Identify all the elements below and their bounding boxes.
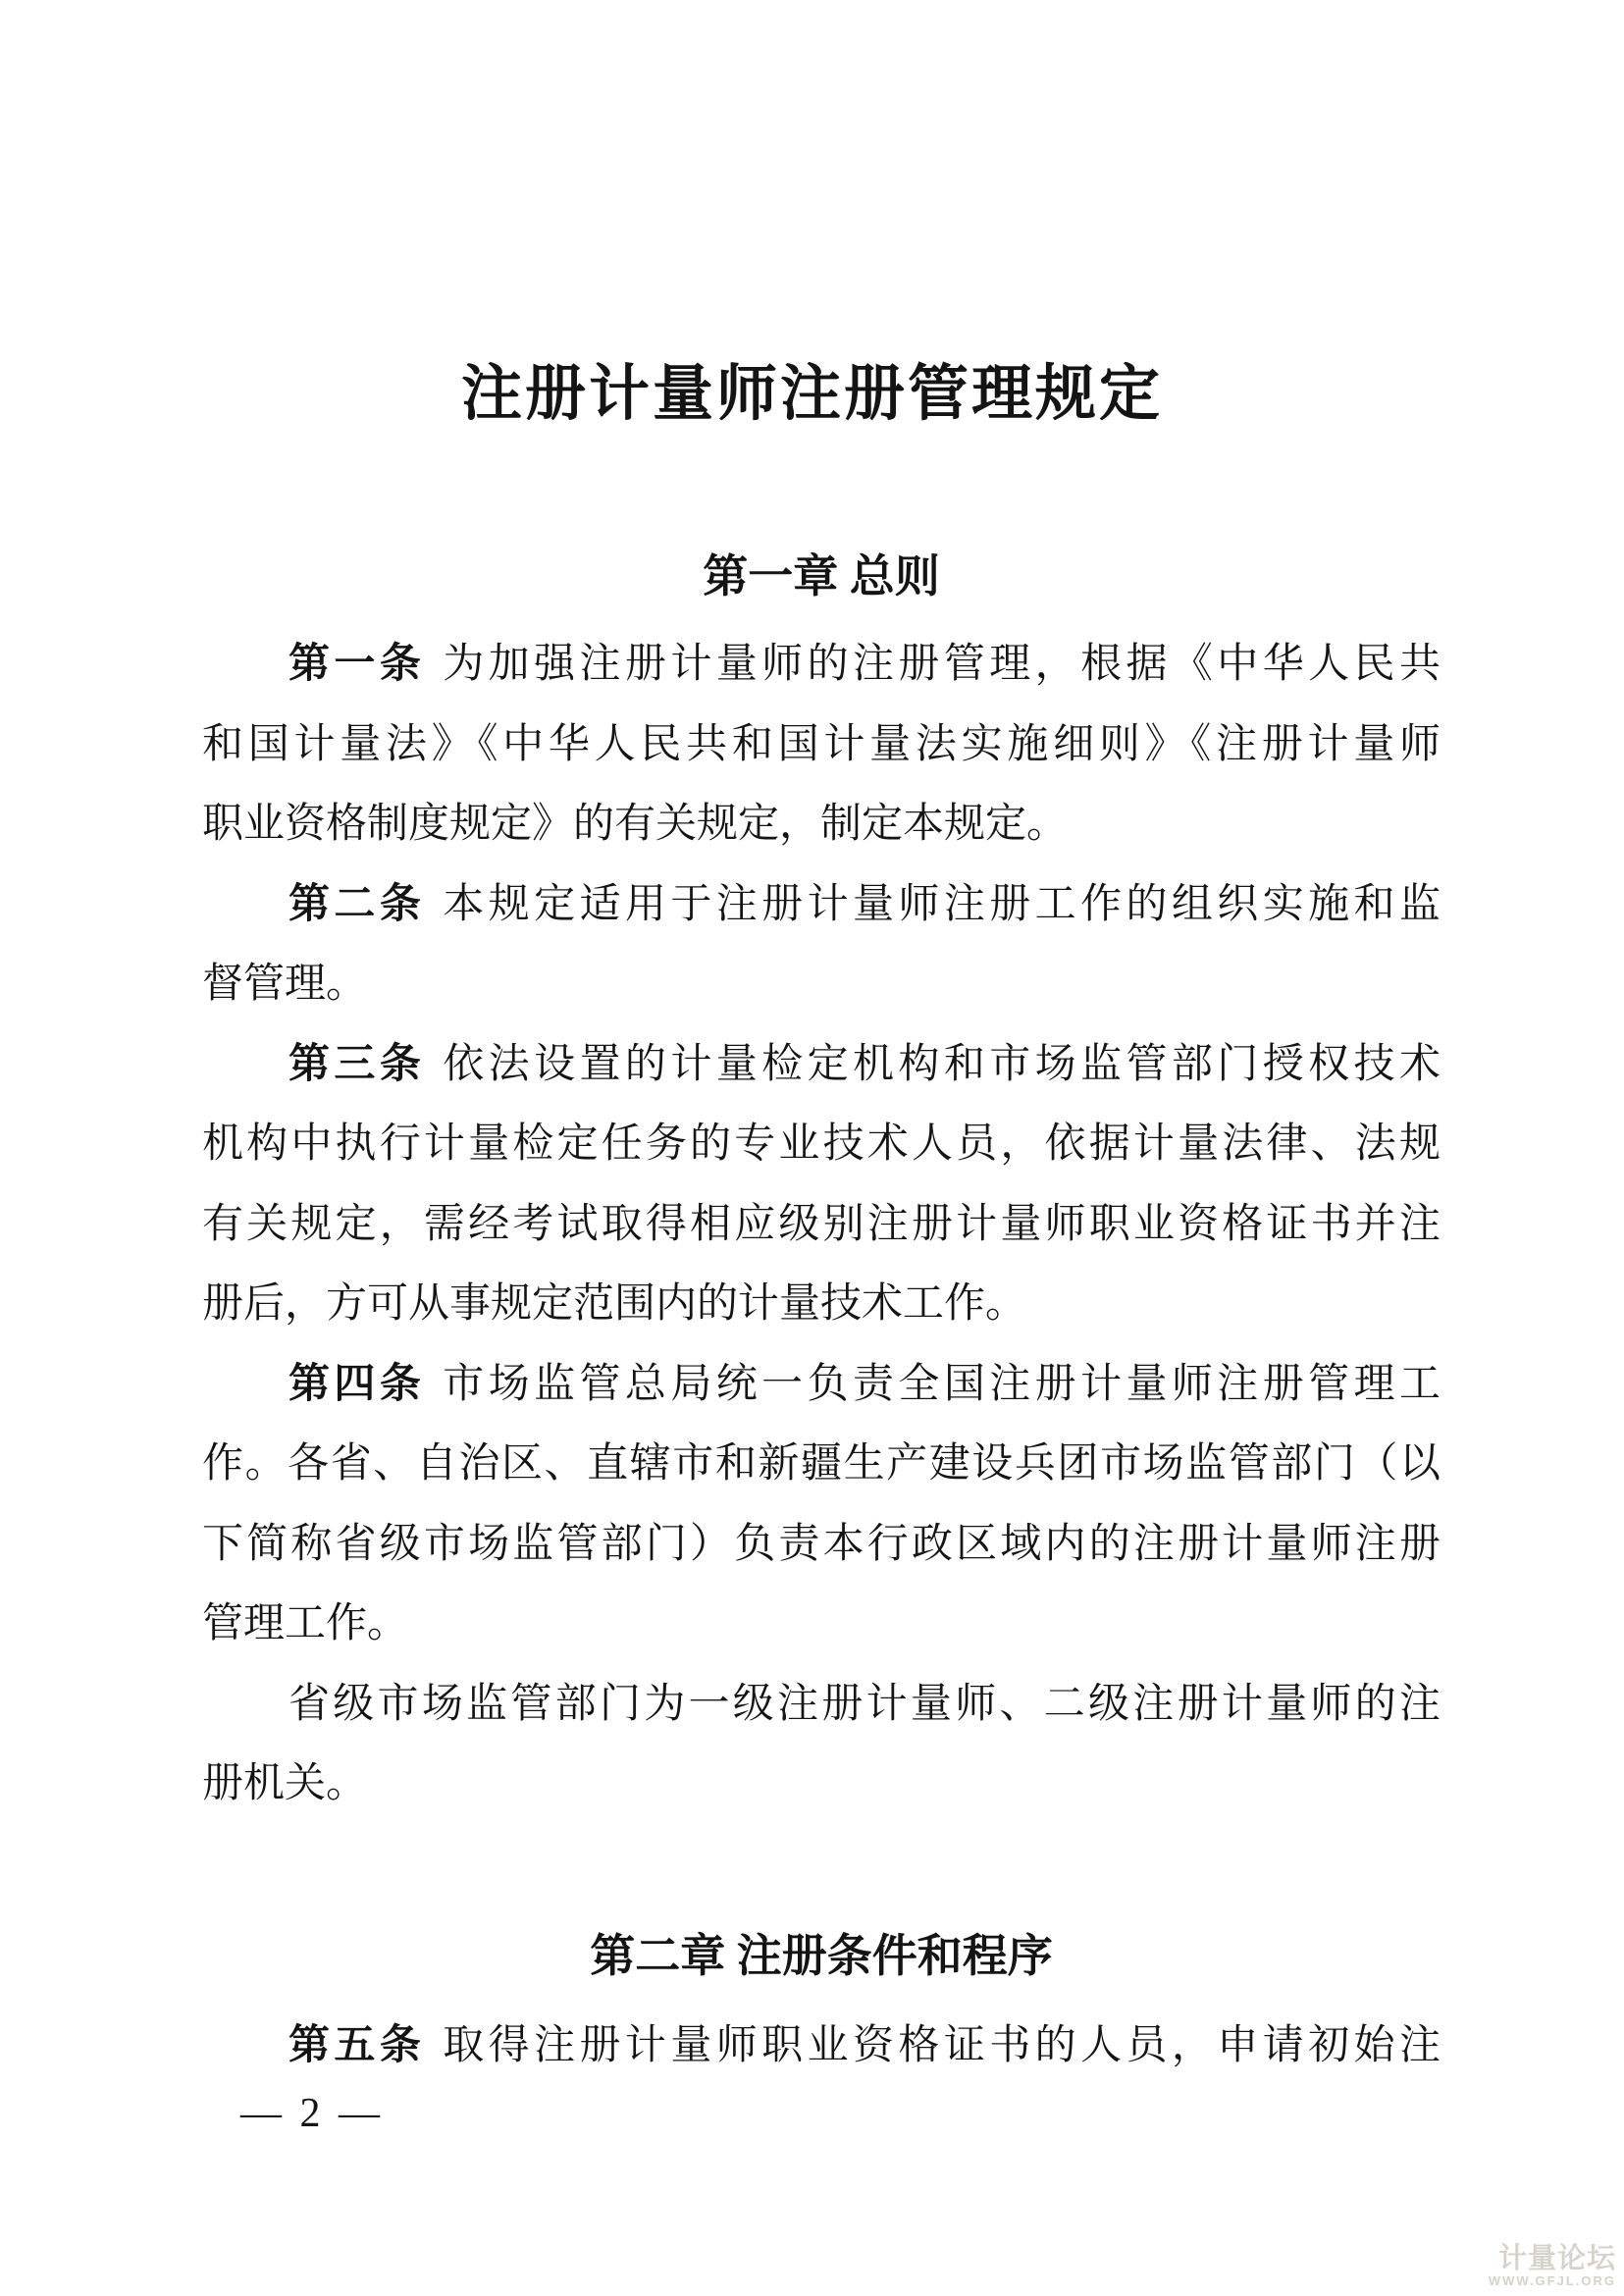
body-line: 册机关。 (202, 1761, 368, 1806)
page-title: 注册计量师注册管理规定 (460, 361, 1163, 428)
article-line (202, 1025, 1441, 1106)
article-line (202, 625, 1441, 705)
watermark-site-name: 计量论坛 (1497, 2243, 1616, 2274)
article-line (202, 865, 1441, 946)
line-text: 为加强注册计量师的注册管理，根据《中华人民共 (443, 642, 1441, 687)
page-number: — 2 — (240, 2091, 384, 2136)
body-line: 管理工作。 (202, 1601, 409, 1646)
body-line: 督管理。 (202, 962, 368, 1007)
line-text: 依法设置的计量检定机构和市场监管部门授权技术 (443, 1041, 1441, 1087)
body-line: 和国计量法》《中华人民共和国计量法实施细则》《注册计量师 (202, 721, 1441, 767)
line-text: 市场监管总局统一负责全国注册计量师注册管理工 (443, 1361, 1441, 1407)
article-label: 第三条 (288, 1041, 426, 1087)
body-line: 下简称省级市场监管部门）负责本行政区域内的注册计量师注册 (202, 1521, 1441, 1567)
article-label: 第一条 (288, 642, 426, 687)
watermark-site-url: WWW.GFJL.ORG (1488, 2273, 1616, 2288)
chapter-1-heading: 第一章 总则 (703, 551, 940, 601)
body-line: 有关规定，需经考试取得相应级别注册计量师职业资格证书并注 (202, 1201, 1441, 1247)
line-text: 本规定适用于注册计量师注册工作的组织实施和监 (443, 881, 1441, 927)
body-line: 职业资格制度规定》的有关规定，制定本规定。 (202, 802, 1069, 847)
body-line: 省级市场监管部门为一级注册计量师、二级注册计量师的注 (288, 1681, 1441, 1727)
body-line: 机构中执行计量检定任务的专业技术人员，依据计量法律、法规 (202, 1122, 1441, 1167)
line-text: 取得注册计量师职业资格证书的人员，申请初始注 (443, 2022, 1441, 2068)
body-line: 册后，方可从事规定范围内的计量技术工作。 (202, 1281, 1027, 1327)
article-line (202, 1345, 1441, 1426)
chapter-2-heading: 第二章 注册条件和程序 (590, 1930, 1053, 1981)
article-label: 第五条 (288, 2022, 426, 2068)
watermark (1489, 2244, 1616, 2288)
document-body (0, 548, 1441, 2135)
article-line (202, 2007, 1441, 2087)
body-line: 作。各省、自治区、直辖市和新疆生产建设兵团市场监管部门（以 (202, 1441, 1441, 1487)
article-label: 第二条 (288, 881, 426, 927)
article-label: 第四条 (288, 1361, 426, 1407)
